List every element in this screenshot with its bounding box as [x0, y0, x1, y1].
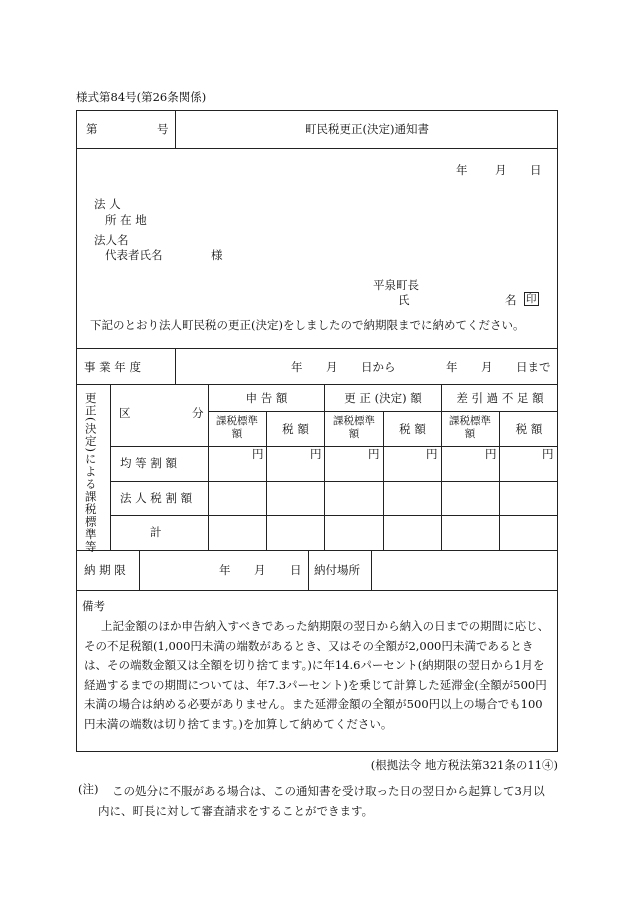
unit-yen: 円 — [426, 447, 438, 461]
unit-yen: 円 — [485, 447, 497, 461]
notice-text: 下記のとおり法人町民税の更正(決定)をしましたので納期限までに納めてください。 — [90, 318, 525, 332]
row-label-corp-tax-levy: 法 人 税 割 額 — [120, 491, 193, 505]
business-year-from: 日から — [361, 360, 396, 374]
sub-col-tax-base-3: 課税標準額 — [449, 415, 491, 441]
corp-honorific: 様 — [211, 248, 223, 262]
note-text: この処分に不服がある場合は、この通知書を受け取った日の翌日から起算して3月以内に、町長に対して審査請求をすることができます。 — [98, 784, 545, 818]
col-declared-amount: 申 告 額 — [245, 391, 288, 405]
unit-yen: 円 — [542, 447, 554, 461]
col-difference-amount: 差 引 過 不 足 額 — [456, 391, 544, 405]
corp-address-label-2: 所 在 地 — [105, 213, 147, 227]
business-year-until: 日まで — [516, 360, 551, 374]
corp-rep-label: 代表者氏名 — [105, 248, 163, 262]
row-label-per-capita: 均 等 割 額 — [120, 456, 177, 470]
corp-name-label: 法人名 — [94, 233, 129, 247]
row-label-total: 計 — [150, 525, 162, 539]
seal-mark: 印 — [526, 293, 537, 305]
sub-col-tax-2: 税 額 — [399, 422, 426, 436]
legal-basis: (根拠法令 地方税法第321条の11④) — [370, 758, 558, 772]
sub-col-tax-base-2: 課税標準額 — [333, 415, 375, 441]
payment-place-label: 納付場所 — [314, 563, 360, 577]
number-label-prefix: 第 — [86, 122, 98, 136]
sub-col-tax-base-1: 課税標準額 — [216, 415, 258, 441]
issuer-surname-label: 氏 — [398, 293, 410, 307]
corp-address-label-1: 法 人 — [94, 197, 121, 211]
remarks-text: 上記金額のほか申告納入すべきであった納期限の翌日から納入の日までの期間に応じ、その不足税額(1,000円未満の端数があるとき、又はその全額が2,000円未満であるときは、その端数金額又は全額を切り捨てます。)に年14.6パーセント(納期限の翌日から1月を経過するまでの期間については、年7.3パーセント)を乗じて計算した延滞金(全額が500円未満の場合は納める必要がありません。また延滞金額の全額が500円以上の場合でも100円未満の端数は切り捨てます。)を加算して納めてください。 — [84, 619, 550, 731]
unit-yen: 円 — [368, 447, 380, 461]
category-label-b: 分 — [192, 406, 204, 420]
sub-col-tax-3: 税 額 — [515, 422, 543, 436]
date-month: 月 — [495, 163, 507, 177]
table-side-label: 更正(決定)による課税標準等 — [83, 392, 98, 553]
due-year: 年 — [219, 563, 231, 577]
note-mark: (注) — [78, 782, 99, 796]
col-corrected-amount: 更 正 (決定) 額 — [344, 391, 422, 405]
category-label-a: 区 — [119, 406, 131, 420]
unit-yen: 円 — [252, 447, 264, 461]
business-year-label: 事 業 年 度 — [84, 360, 141, 374]
due-month: 月 — [254, 563, 266, 577]
issuer-office: 平泉町長 — [373, 278, 419, 292]
remarks-title: 備考 — [82, 599, 105, 613]
issuer-given-label: 名 — [505, 293, 517, 307]
business-year-year-1: 年 — [291, 360, 303, 374]
form-title: 町民税更正(決定)通知書 — [305, 122, 429, 136]
date-day: 日 — [530, 163, 542, 177]
business-year-month-1: 月 — [326, 360, 338, 374]
due-date-label: 納 期 限 — [84, 563, 126, 577]
business-year-year-2: 年 — [446, 360, 458, 374]
due-day: 日 — [290, 563, 302, 577]
form-number: 様式第84号(第26条関係) — [76, 90, 207, 104]
date-year: 年 — [456, 163, 468, 177]
number-label-suffix: 号 — [157, 122, 169, 136]
sub-col-tax-1: 税 額 — [282, 422, 309, 436]
unit-yen: 円 — [310, 447, 322, 461]
business-year-month-2: 月 — [481, 360, 493, 374]
